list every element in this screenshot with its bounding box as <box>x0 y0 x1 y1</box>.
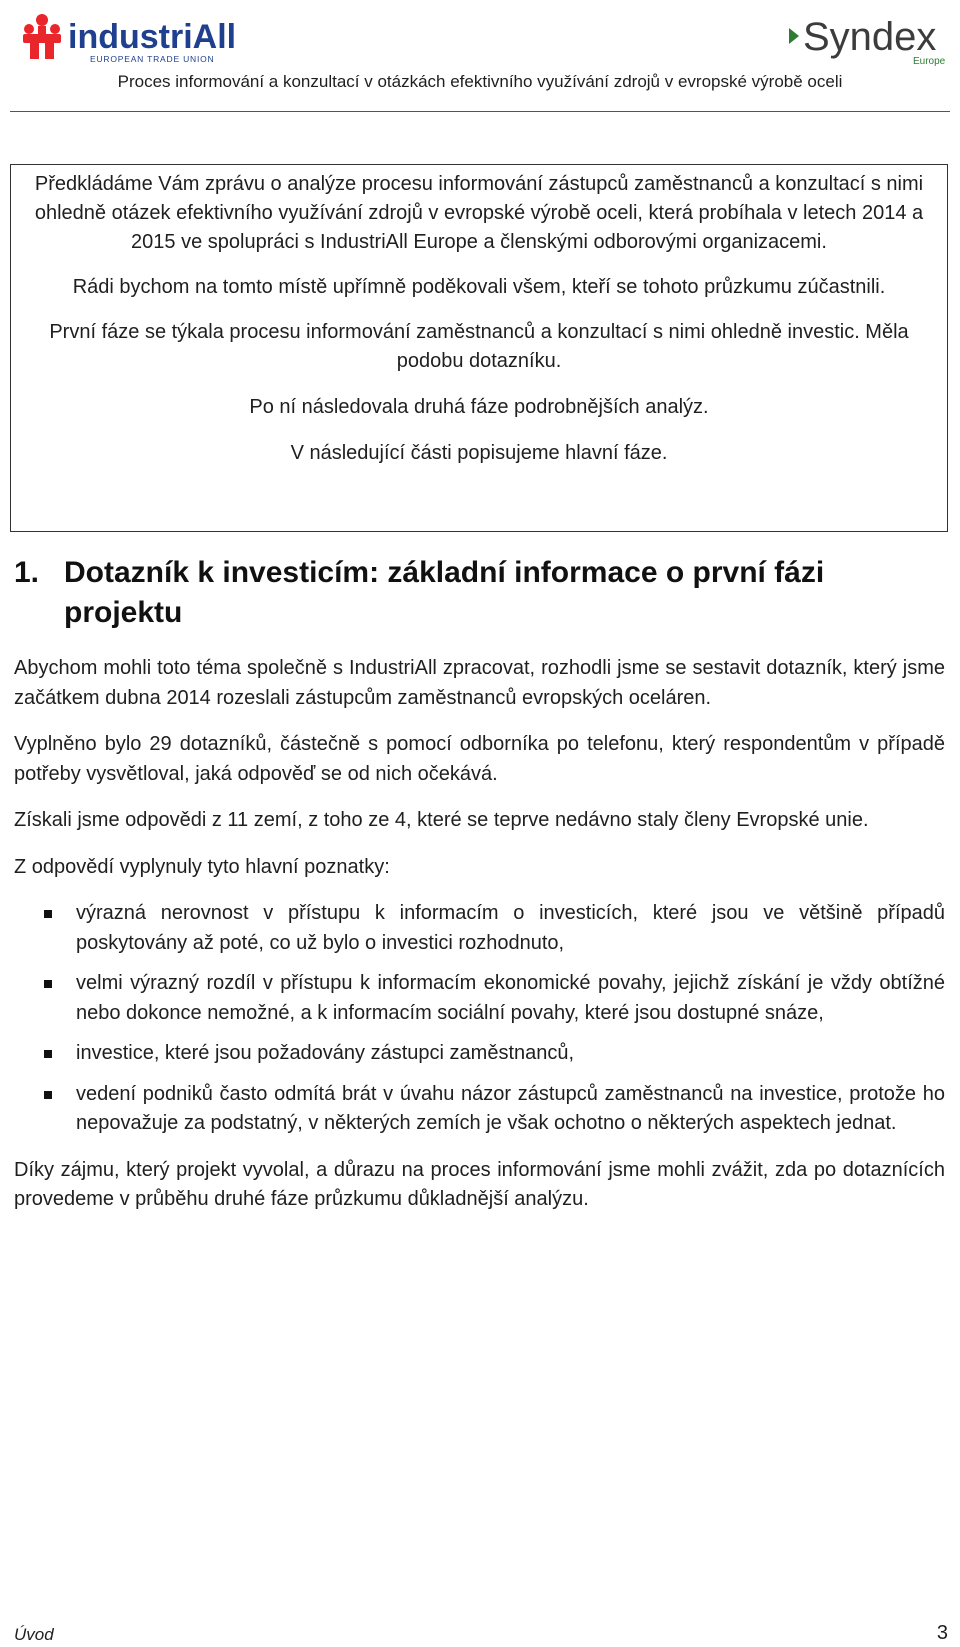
list-item <box>14 899 945 958</box>
intro-paragraph: Po ní následovala druhá fáze podrobnějších analýz. <box>249 396 709 418</box>
section-number: 1. <box>14 556 40 589</box>
list-item <box>14 969 945 1028</box>
page-number: 3 <box>936 1622 948 1644</box>
industriall-tagline: EUROPEAN TRADE UNION <box>90 54 215 64</box>
square-bullet-icon <box>44 980 52 988</box>
section-heading <box>14 553 934 633</box>
body-text <box>14 654 945 1232</box>
findings-list <box>14 899 945 1139</box>
industriall-logo <box>20 12 270 64</box>
body-paragraph: Z odpovědí vyplynuly tyto hlavní poznatky: <box>14 855 390 878</box>
intro-paragraph: Rádi bychom na tomto místě upřímně poděkovali všem, kteří se tohoto průzkumu zúčastnili. <box>72 276 886 298</box>
footer-section-name: Úvod <box>14 1625 54 1644</box>
header-divider <box>10 111 950 112</box>
syndex-logo <box>785 14 955 70</box>
body-paragraph: Získali jsme odpovědi z 11 zemí, z toho ze 4, které se teprve nedávno staly členy Evropské unie. <box>14 809 869 831</box>
list-item-text: výrazná nerovnost v přístupu k informacím o investicích, které jsou ve většině případů poskytovány až poté, co už bylo o investici rozhodnuto, <box>76 902 945 954</box>
list-item <box>14 1039 945 1069</box>
intro-paragraph: První fáze se týkala procesu informování zaměstnanců a konzultací s nimi ohledně investic. Měla podobu dotazníku. <box>49 321 909 372</box>
syndex-sub: Europe <box>913 56 946 67</box>
intro-box <box>10 164 948 532</box>
square-bullet-icon <box>44 1050 52 1058</box>
intro-paragraph: Předkládáme Vám zprávu o analýze procesu informování zástupců zaměstnanců a konzultací s nimi ohledně otázek efektivního využívání zdrojů v evropské výrobě oceli, která probíhala v letech 2014 a 2015 ve spolupráci s IndustriAll Europe a členskými odborovými organizacemi. <box>34 173 924 253</box>
industriall-mark-icon <box>23 14 61 59</box>
industriall-wordmark: industriAll <box>68 18 237 56</box>
syndex-wordmark: Syndex <box>803 15 937 59</box>
list-item-text: investice, které jsou požadovány zástupci zaměstnanců, <box>76 1042 575 1064</box>
list-item <box>14 1080 945 1139</box>
page-header <box>0 0 960 115</box>
body-paragraph: Abychom mohli toto téma společně s IndustriAll zpracovat, rozhodli jsme se sestavit dotazník, který jsme začátkem dubna 2014 rozeslali zástupcům zaměstnanců evropských oceláren. <box>14 657 945 709</box>
square-bullet-icon <box>44 1091 52 1099</box>
syndex-arrow-icon <box>789 28 799 44</box>
body-paragraph: Díky zájmu, který projekt vyvolal, a důrazu na proces informování jsme mohli zvážit, zda po dotaznících provedeme v průběhu druhé fáze průzkumu důkladnější analýzu. <box>14 1158 945 1210</box>
list-item-text: vedení podniků často odmítá brát v úvahu názor zástupců zaměstnanců na investice, protože ho nepovažuje za podstatný, v některých zemích je však ochotno o některých aspektech jednat. <box>76 1082 945 1134</box>
list-item-text: velmi výrazný rozdíl v přístupu k informacím ekonomické povahy, jejichž získání je vždy obtížné nebo dokonce nemožné, a k informacím sociální povahy, které jsou dostupné snáze, <box>76 972 945 1024</box>
intro-paragraph: V následující části popisujeme hlavní fáze. <box>290 442 668 464</box>
square-bullet-icon <box>44 910 52 918</box>
section-title: Dotazník k investicím: základní informace o první fázi projektu <box>64 556 825 629</box>
body-paragraph: Vyplněno bylo 29 dotazníků, částečně s pomocí odborníka po telefonu, který respondentům v případě potřeby vysvětloval, jaká odpověď se od nich očekává. <box>14 733 945 785</box>
document-running-title: Proces informování a konzultací v otázkách efektivního využívání zdrojů v evropské výrobě oceli <box>117 72 843 91</box>
